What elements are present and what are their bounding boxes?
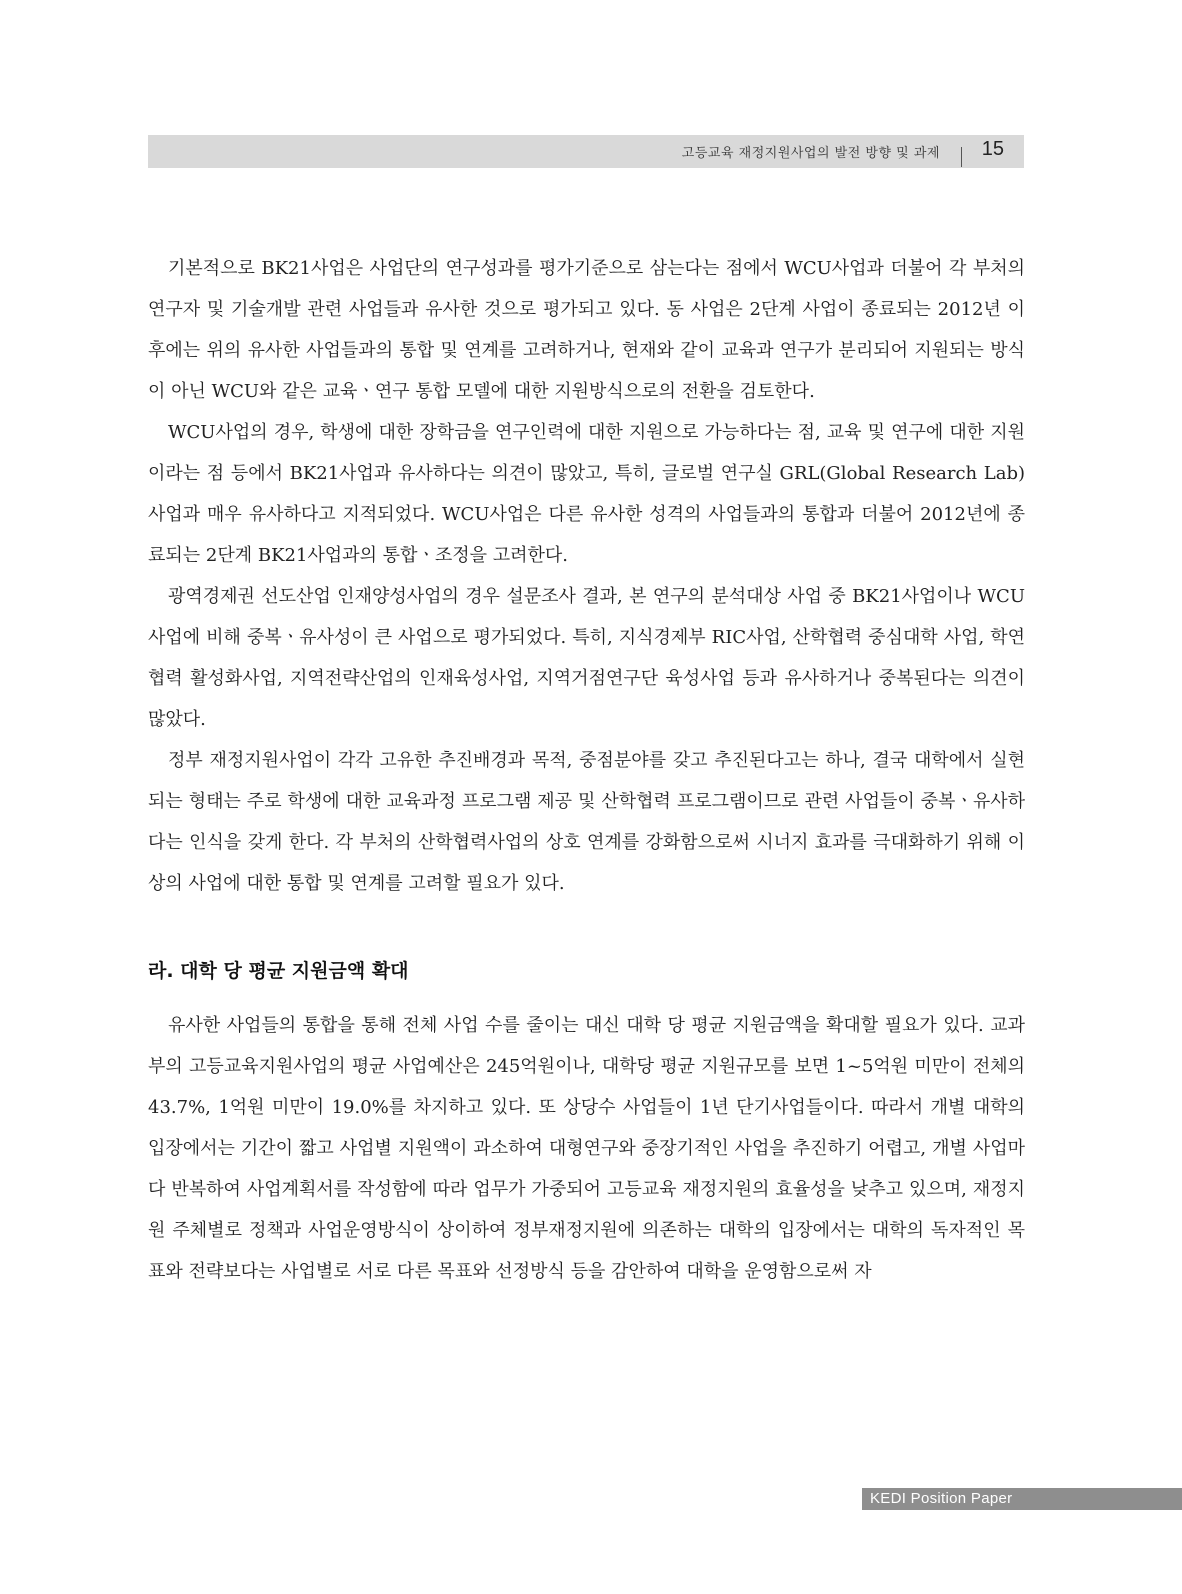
paragraph-regional: 광역경제권 선도산업 인재양성사업의 경우 설문조사 결과, 본 연구의 분석대상 사업 중 BK21사업이나 WCU사업에 비해 중복ㆍ유사성이 큰 사업으로 평가되었다. 특히, 지식경제부 RIC사업, 산학협력 중심대학 사업, 학연협력 활성화사업, 지역전략산업의 인재육성사업, 지역거점연구단 육성사업 등과 유사하거나 중복된다는 의견이 많았다. [148, 586, 1025, 730]
footer-band [862, 1488, 1182, 1510]
footer-label: KEDI Position Paper [870, 1490, 1013, 1507]
paragraph-government: 정부 재정지원사업이 각각 고유한 추진배경과 목적, 중점분야를 갖고 추진된다고는 하나, 결국 대학에서 실현되는 형태는 주로 학생에 대한 교육과정 프로그램 제공 및 산학협력 프로그램이므로 관련 사업들이 중복ㆍ유사하다는 인식을 갖게 한다. 각 부처의 산학협력사업의 상호 연계를 강화함으로써 시너지 효과를 극대화하기 위해 이상의 사업에 대한 통합 및 연계를 고려할 필요가 있다. [148, 750, 1025, 894]
running-header-title: 고등교육 재정지원사업의 발전 방향 및 과제 [681, 146, 940, 161]
running-header [148, 135, 1024, 168]
body-content [148, 248, 1025, 1292]
paragraph-funding: 유사한 사업들의 통합을 통해 전체 사업 수를 줄이는 대신 대학 당 평균 지원금액을 확대할 필요가 있다. 교과부의 고등교육지원사업의 평균 사업예산은 245억원이나, 대학당 평균 지원규모를 보면 1~5억원 미만이 전체의 43.7%, 1억원 미만이 19.0%를 차지하고 있다. 또 상당수 사업들이 1년 단기사업들이다. 따라서 개별 대학의 입장에서는 기간이 짧고 사업별 지원액이 과소하여 대형연구와 중장기적인 사업을 추진하기 어렵고, 개별 사업마다 반복하여 사업계획서를 작성함에 따라 업무가 가중되어 고등교육 재정지원의 효율성을 낮추고 있으며, 재정지원 주체별로 정책과 사업운영방식이 상이하여 정부재정지원에 의존하는 대학의 입장에서는 대학의 독자적인 목표와 전략보다는 사업별로 서로 다른 목표와 선정방식 등을 감안하여 대학을 운영함으로써 자 [148, 1015, 1025, 1282]
header-divider [961, 147, 962, 167]
section-heading: 라. 대학 당 평균 지원금액 확대 [148, 960, 409, 982]
paragraph-bk21: 기본적으로 BK21사업은 사업단의 연구성과를 평가기준으로 삼는다는 점에서 WCU사업과 더불어 각 부처의 연구자 및 기술개발 관련 사업들과 유사한 것으로 평가되고 있다. 동 사업은 2단계 사업이 종료되는 2012년 이후에는 위의 유사한 사업들과의 통합 및 연계를 고려하거나, 현재와 같이 교육과 연구가 분리되어 지원되는 방식이 아닌 WCU와 같은 교육ㆍ연구 통합 모델에 대한 지원방식으로의 전환을 검토한다. [148, 258, 1025, 402]
paragraph-wcu: WCU사업의 경우, 학생에 대한 장학금을 연구인력에 대한 지원으로 가능하다는 점, 교육 및 연구에 대한 지원이라는 점 등에서 BK21사업과 유사하다는 의견이 많았고, 특히, 글로벌 연구실 GRL(Global Research Lab) 사업과 매우 유사하다고 지적되었다. WCU사업은 다른 유사한 성격의 사업들과의 통합과 더불어 2012년에 종료되는 2단계 BK21사업과의 통합ㆍ조정을 고려한다. [148, 422, 1025, 566]
page-number: 15 [981, 138, 1004, 160]
